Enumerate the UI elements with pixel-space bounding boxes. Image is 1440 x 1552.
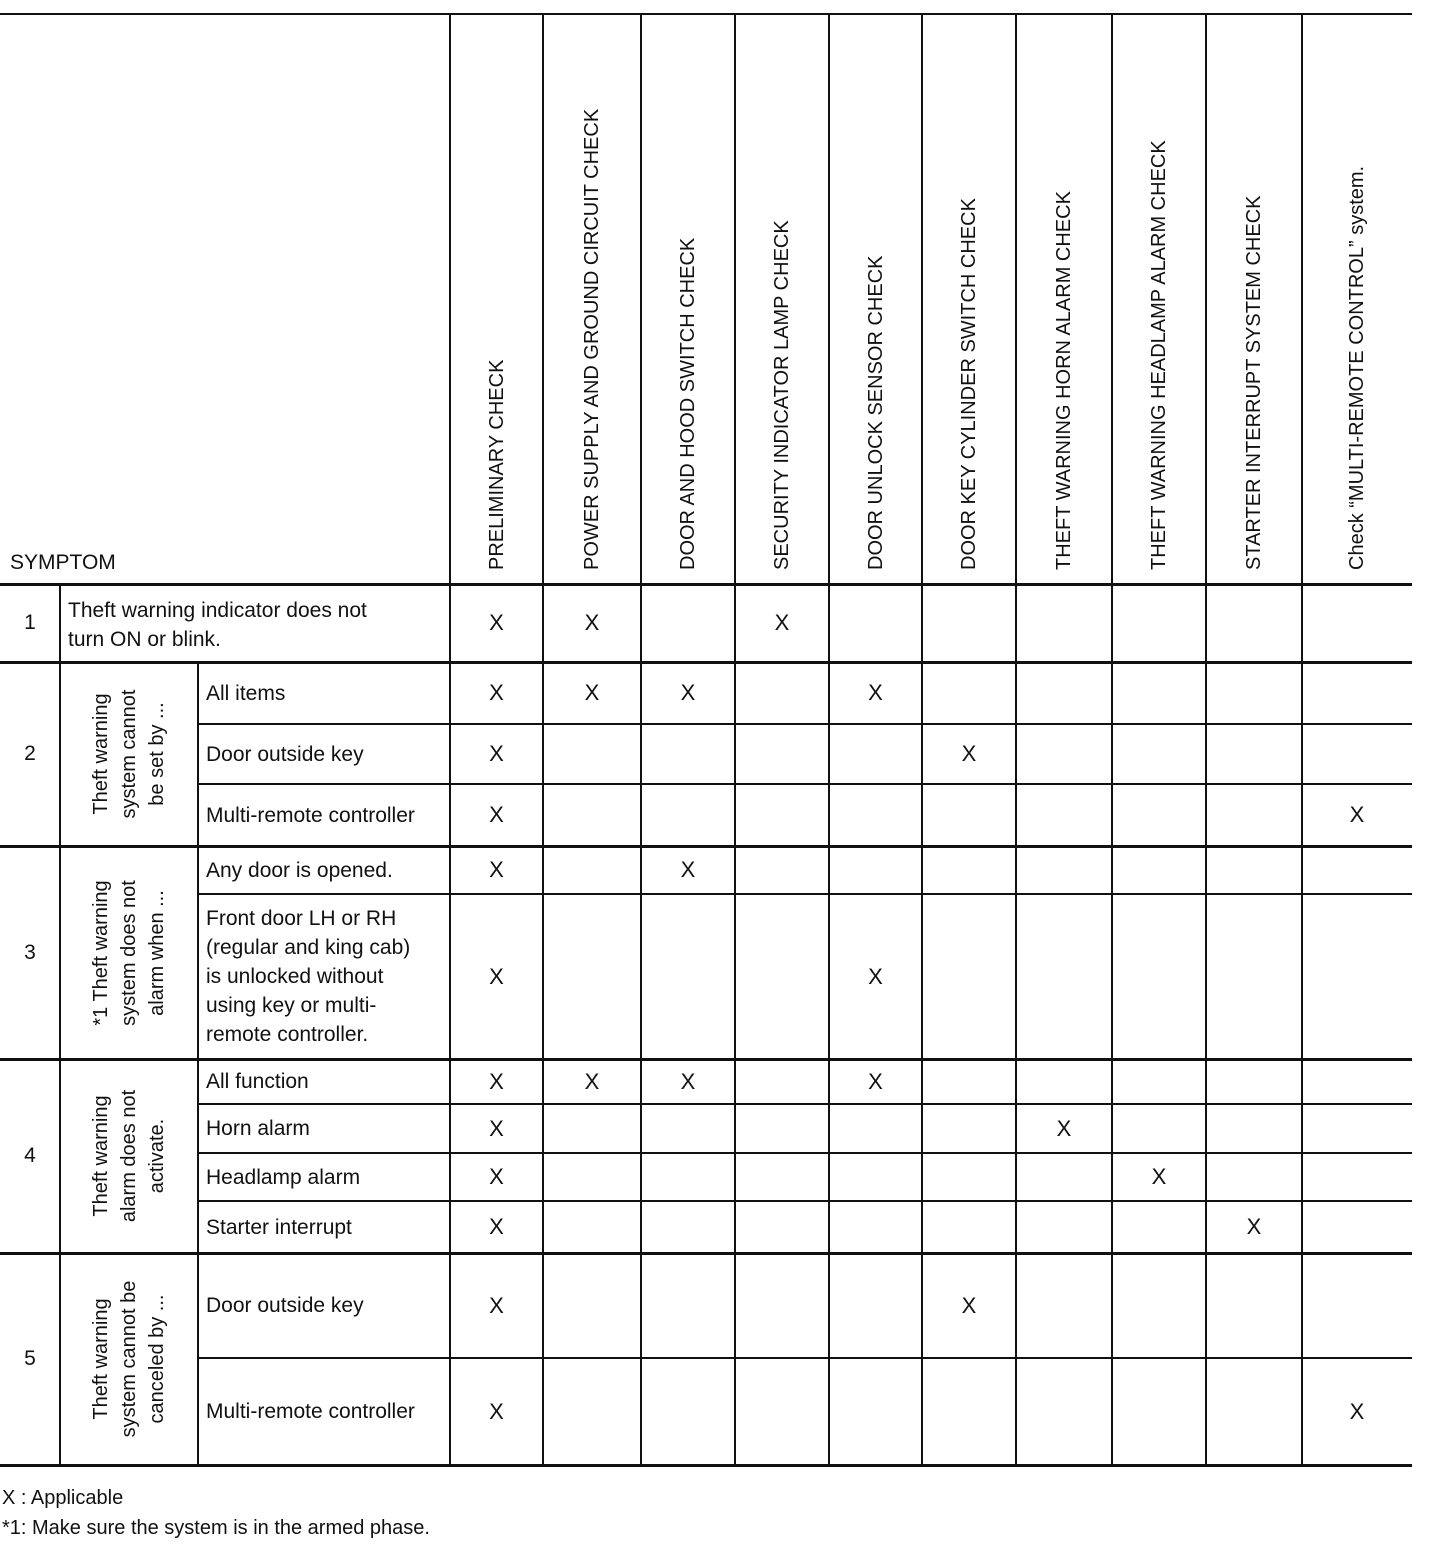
- condition-label: Multi-remote controller: [206, 1400, 415, 1423]
- applicable-mark: X: [489, 610, 504, 635]
- symptom-title-line: alarm when ...: [146, 889, 168, 1016]
- symptom-title-line: system cannot be: [118, 1280, 140, 1438]
- column-divider: [1015, 14, 1017, 1465]
- applicable-mark: X: [774, 610, 790, 635]
- symptom-title: turn ON or blink.: [68, 628, 221, 651]
- condition-label: Front door LH or RH: [206, 907, 397, 930]
- condition-label: Door outside key: [206, 742, 364, 766]
- column-divider: [1301, 14, 1303, 1465]
- condition-label: remote controller.: [206, 1023, 369, 1046]
- applicable-mark: X: [489, 963, 504, 989]
- applicable-mark: X: [489, 680, 504, 705]
- symptom-title: [87, 690, 171, 819]
- symptom-title: [87, 1281, 171, 1438]
- symptom-title: [87, 1090, 171, 1222]
- symptom-title: Theft warning indicator does not: [68, 599, 367, 622]
- applicable-mark: X: [961, 741, 977, 766]
- column-header: PRELIMINARY CHECK: [485, 359, 508, 570]
- row-divider: [198, 893, 1412, 895]
- condition-label: Headlamp alarm: [206, 1165, 361, 1189]
- symptom-title-line: system cannot: [118, 689, 140, 819]
- condition-label: All function: [206, 1070, 309, 1093]
- applicable-mark: X: [489, 802, 504, 827]
- symptom-number: 2: [24, 742, 36, 765]
- column-divider: [640, 14, 642, 1465]
- applicable-mark: X: [584, 610, 600, 635]
- column-header: POWER SUPPLY AND GROUND CIRCUIT CHECK: [581, 108, 603, 570]
- symptom-title: [87, 880, 171, 1026]
- group-divider: [0, 661, 1412, 664]
- column-header: SECURITY INDICATOR LAMP CHECK: [771, 220, 793, 570]
- condition-label: Any door is opened.: [206, 858, 393, 882]
- group-divider: [0, 845, 1412, 848]
- symptom-number: 5: [24, 1347, 36, 1370]
- column-divider: [734, 14, 736, 1465]
- column-header: DOOR AND HOOD SWITCH CHECK: [677, 237, 699, 570]
- group-divider: [0, 1252, 1412, 1255]
- applicable-mark: X: [1349, 1398, 1365, 1424]
- condition-label: using key or multi-: [206, 994, 377, 1017]
- condition-label: Starter interrupt: [206, 1215, 352, 1239]
- column-header: DOOR UNLOCK SENSOR CHECK: [864, 255, 887, 570]
- row-divider: [198, 1103, 1412, 1105]
- legend-applicable: X : Applicable: [2, 1487, 124, 1509]
- column-divider: [1205, 14, 1207, 1465]
- applicable-mark: X: [1349, 802, 1365, 827]
- row-divider: [198, 723, 1412, 725]
- applicable-mark: X: [1056, 1115, 1072, 1141]
- condition-label: Door outside key: [206, 1294, 364, 1317]
- column-divider: [449, 14, 451, 1465]
- applicable-mark: X: [584, 1068, 600, 1094]
- symptom-title-line: activate.: [146, 1118, 168, 1194]
- row-divider: [198, 1357, 1412, 1359]
- symptom-title-line: Theft warning: [90, 1095, 112, 1217]
- symptom-title-line: Theft warning: [90, 1298, 112, 1420]
- condition-label: (regular and king cab): [206, 936, 411, 959]
- applicable-mark: X: [680, 857, 696, 882]
- row-divider: [198, 1200, 1412, 1202]
- symptom-title-line: be set by ...: [146, 702, 168, 806]
- footnote-armed-phase: *1: Make sure the system is in the armed phase.: [2, 1517, 430, 1539]
- column-divider: [828, 14, 830, 1465]
- applicable-mark: X: [489, 741, 504, 766]
- table-top-rule: [0, 13, 1412, 15]
- symptom-number: 1: [24, 611, 36, 634]
- applicable-mark: X: [680, 1068, 696, 1094]
- symptom-title-line: canceled by ...: [146, 1294, 168, 1424]
- column-header: STARTER INTERRUPT SYSTEM CHECK: [1243, 195, 1265, 570]
- row-divider: [198, 783, 1412, 785]
- column-divider: [1111, 14, 1113, 1465]
- condition-label: Multi-remote controller: [206, 803, 415, 827]
- symptom-number: 4: [24, 1144, 36, 1167]
- applicable-mark: X: [489, 857, 504, 882]
- applicable-mark: X: [961, 1292, 977, 1318]
- condition-label: Horn alarm: [206, 1117, 310, 1140]
- column-divider: [921, 14, 923, 1465]
- symptom-title-line: Theft warning: [90, 693, 112, 815]
- symptom-number: 3: [24, 940, 36, 964]
- applicable-mark: X: [489, 1214, 504, 1239]
- row-divider: [198, 1152, 1412, 1154]
- header-bottom-rule: [0, 583, 1412, 586]
- applicable-mark: X: [489, 1068, 504, 1094]
- column-header: THEFT WARNING HORN ALARM CHECK: [1053, 191, 1075, 570]
- applicable-mark: X: [489, 1292, 504, 1318]
- applicable-mark: X: [1151, 1164, 1167, 1189]
- column-header: THEFT WARNING HEADLAMP ALARM CHECK: [1148, 140, 1170, 570]
- symptom-title-line: system does not: [118, 879, 140, 1026]
- applicable-mark: X: [680, 680, 696, 705]
- number-column-divider: [59, 584, 61, 1465]
- column-header: DOOR KEY CYLINDER SWITCH CHECK: [958, 198, 980, 570]
- group-divider: [0, 1058, 1412, 1061]
- applicable-mark: X: [489, 1164, 504, 1189]
- applicable-mark: X: [1246, 1214, 1262, 1239]
- symptom-header: SYMPTOM: [10, 551, 116, 574]
- column-divider: [542, 14, 544, 1465]
- applicable-mark: X: [489, 1115, 504, 1141]
- symptom-title-line: *1 Theft warning: [90, 879, 112, 1026]
- symptom-title-line: alarm does not: [118, 1089, 140, 1223]
- applicable-mark: X: [584, 680, 600, 705]
- condition-label: is unlocked without: [206, 965, 384, 988]
- applicable-mark: X: [868, 963, 883, 989]
- applicable-mark: X: [868, 1068, 883, 1094]
- applicable-mark: X: [868, 680, 883, 705]
- table-bottom-rule: [0, 1464, 1412, 1467]
- condition-label: All items: [206, 681, 286, 705]
- column-header: Check “MULTI-REMOTE CONTROL” system.: [1346, 165, 1368, 570]
- applicable-mark: X: [489, 1398, 504, 1424]
